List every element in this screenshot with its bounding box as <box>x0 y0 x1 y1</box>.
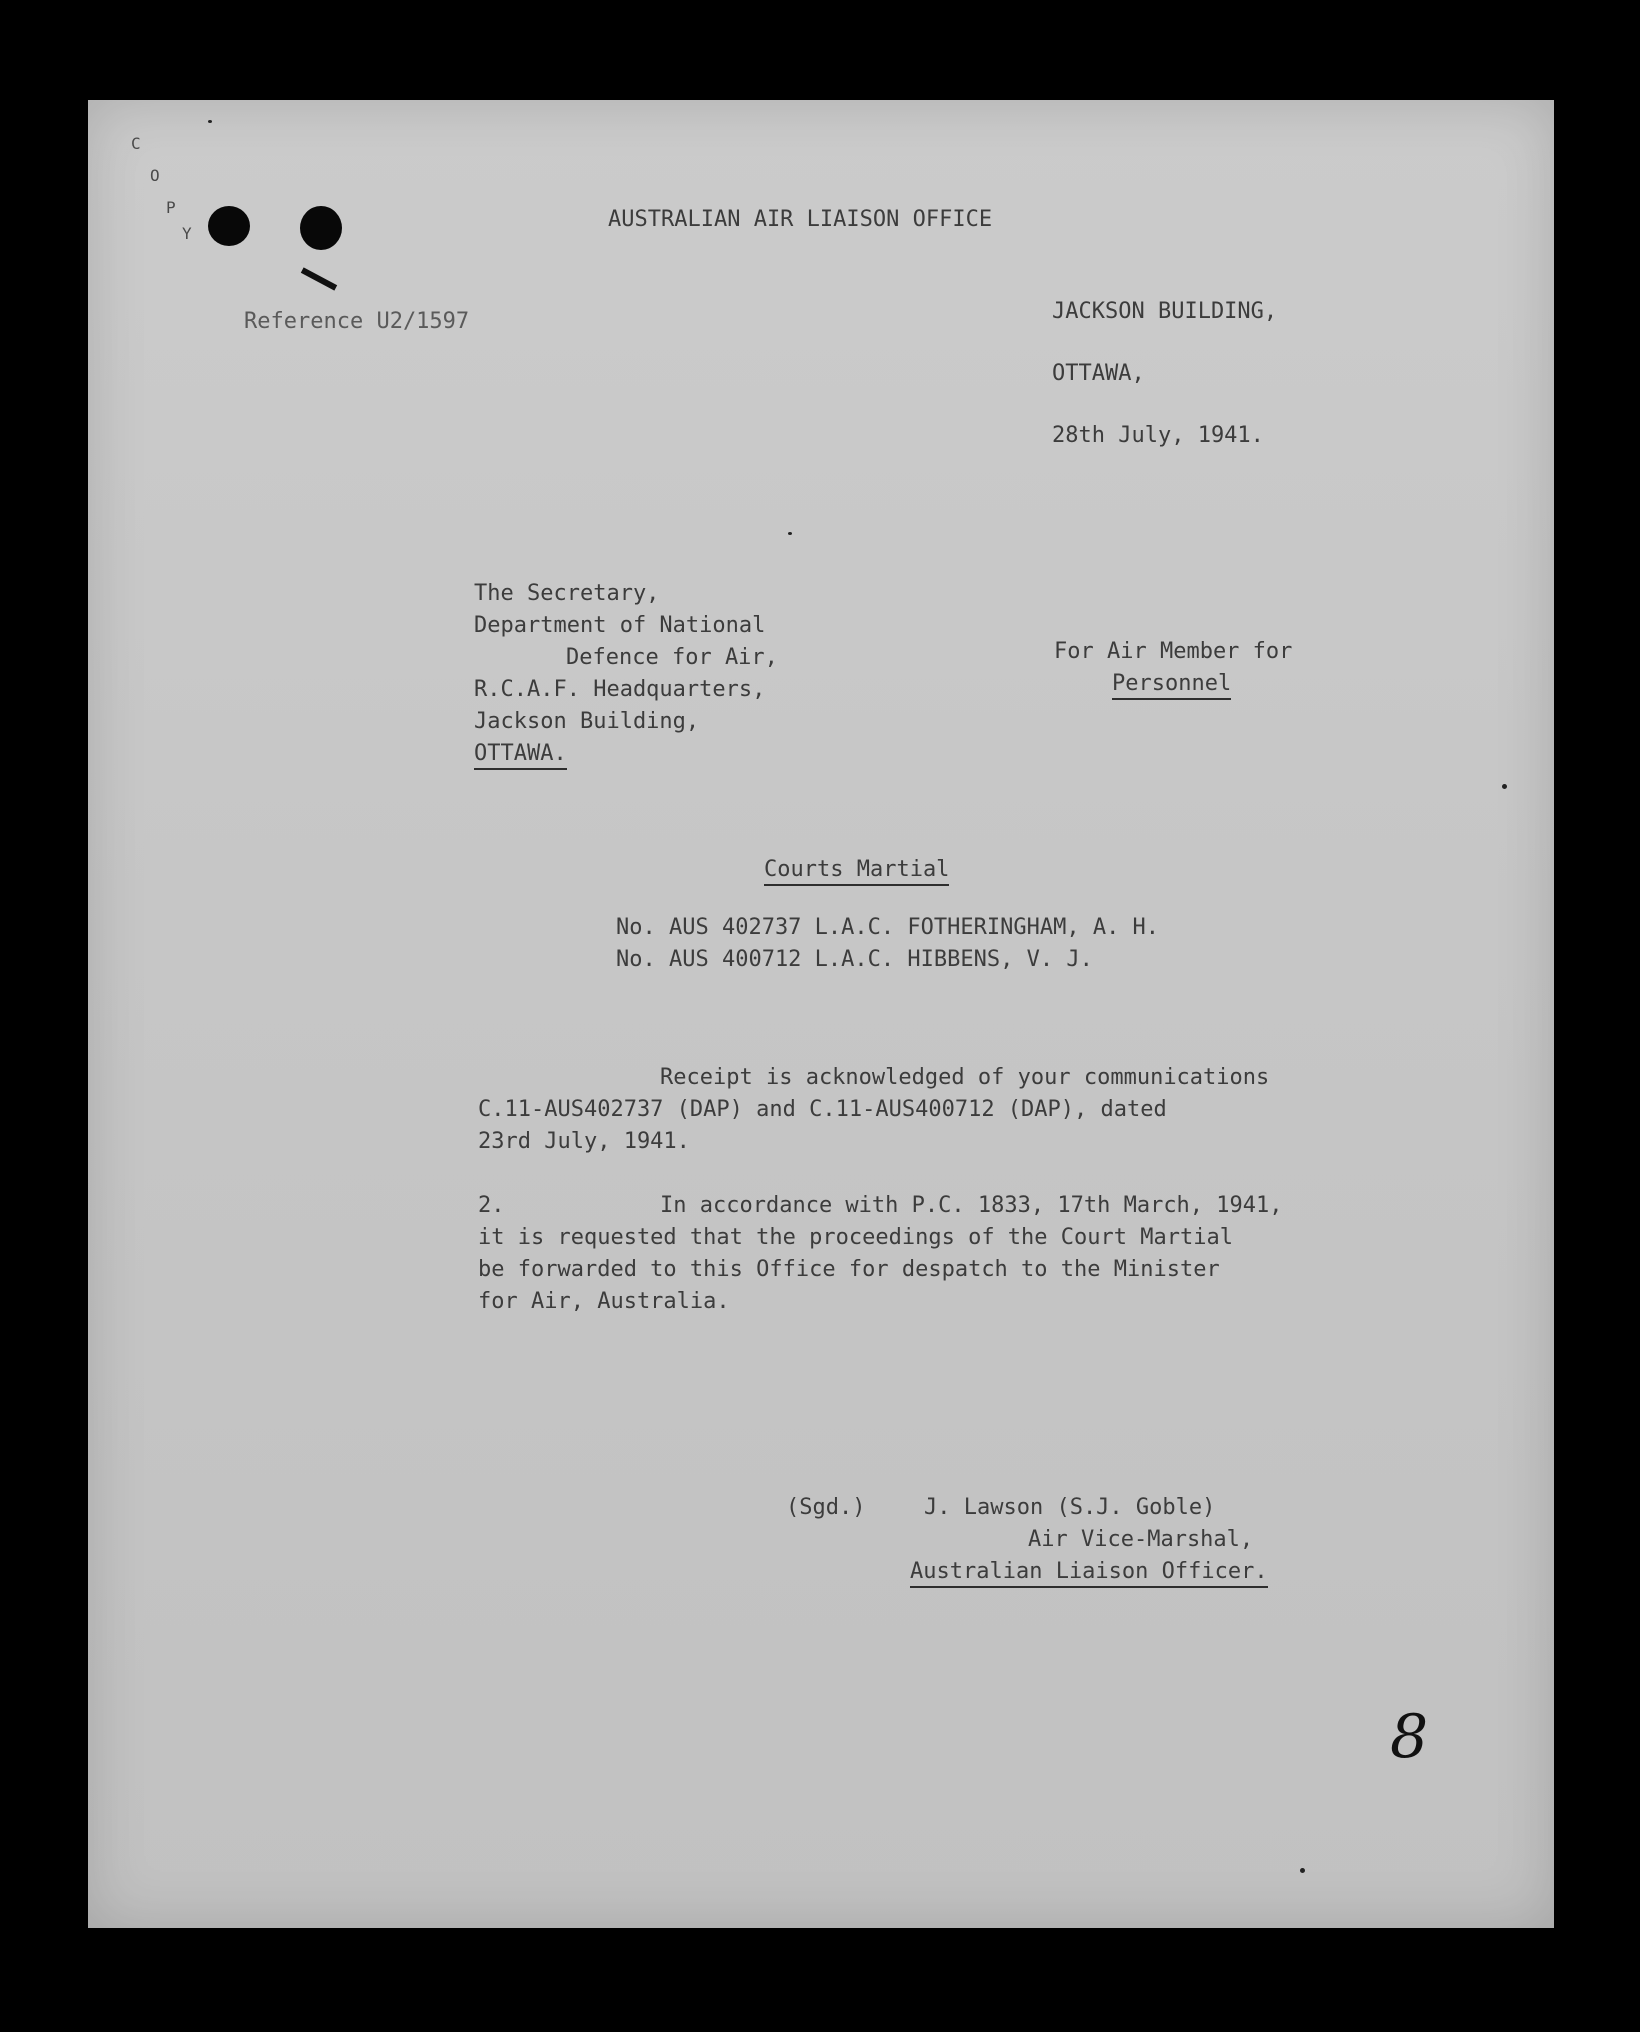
dust-speck <box>1502 784 1507 789</box>
sender-building: JACKSON BUILDING, <box>1052 299 1278 324</box>
body-p1-line-3: 23rd July, 1941. <box>478 1129 690 1154</box>
signature-title: Australian Liaison Officer. <box>910 1559 1268 1588</box>
attention-line-2: Personnel <box>1112 671 1231 700</box>
recipient-line-5: Jackson Building, <box>474 709 700 734</box>
body-p2-line-2: it is requested that the proceedings of the Court Martial <box>478 1225 1233 1250</box>
dust-speck <box>208 120 212 123</box>
body-p1-line-2: C.11-AUS402737 (DAP) and C.11-AUS400712 (DAP), dated <box>478 1097 1167 1122</box>
recipient-line-6: OTTAWA. <box>474 741 567 770</box>
letter-date: 28th July, 1941. <box>1052 423 1264 448</box>
staple-mark <box>301 267 337 290</box>
body-p2-line-1: In accordance with P.C. 1833, 17th March, 1941, <box>660 1193 1283 1218</box>
body-p2-line-3: be forwarded to this Office for despatch to the Minister <box>478 1257 1220 1282</box>
subject-person-2: No. AUS 400712 L.A.C. HIBBENS, V. J. <box>616 947 1093 972</box>
dust-speck <box>788 532 792 535</box>
recipient-line-2: Department of National <box>474 613 766 638</box>
recipient-line-4: R.C.A.F. Headquarters, <box>474 677 766 702</box>
paper-sheet <box>88 100 1554 1928</box>
signature-sgd: (Sgd.) <box>786 1495 866 1520</box>
sender-city: OTTAWA, <box>1052 361 1145 386</box>
subject-title: Courts Martial <box>764 857 949 886</box>
punch-hole-left <box>208 206 250 246</box>
reference-number: Reference U2/1597 <box>244 309 470 334</box>
signature-name: J. Lawson (S.J. Goble) <box>924 1495 1216 1520</box>
recipient-line-1: The Secretary, <box>474 581 660 606</box>
body-p2-line-4: for Air, Australia. <box>478 1289 730 1314</box>
dust-speck <box>1300 1868 1305 1873</box>
copy-mark-y: Y <box>182 224 192 243</box>
punch-hole-right <box>300 206 342 250</box>
body-p2-number: 2. <box>478 1193 505 1218</box>
office-heading: AUSTRALIAN AIR LIAISON OFFICE <box>608 207 993 232</box>
handwritten-page-number: 8 <box>1390 1702 1429 1772</box>
copy-mark-p: P <box>166 198 176 217</box>
attention-line-1: For Air Member for <box>1054 639 1293 664</box>
signature-rank: Air Vice-Marshal, <box>1028 1527 1254 1552</box>
copy-mark-o: O <box>150 166 160 185</box>
copy-mark-c: C <box>131 134 141 153</box>
recipient-line-3: Defence for Air, <box>566 645 778 670</box>
body-p1-line-1: Receipt is acknowledged of your communications <box>660 1065 1270 1090</box>
subject-person-1: No. AUS 402737 L.A.C. FOTHERINGHAM, A. H. <box>616 915 1160 940</box>
